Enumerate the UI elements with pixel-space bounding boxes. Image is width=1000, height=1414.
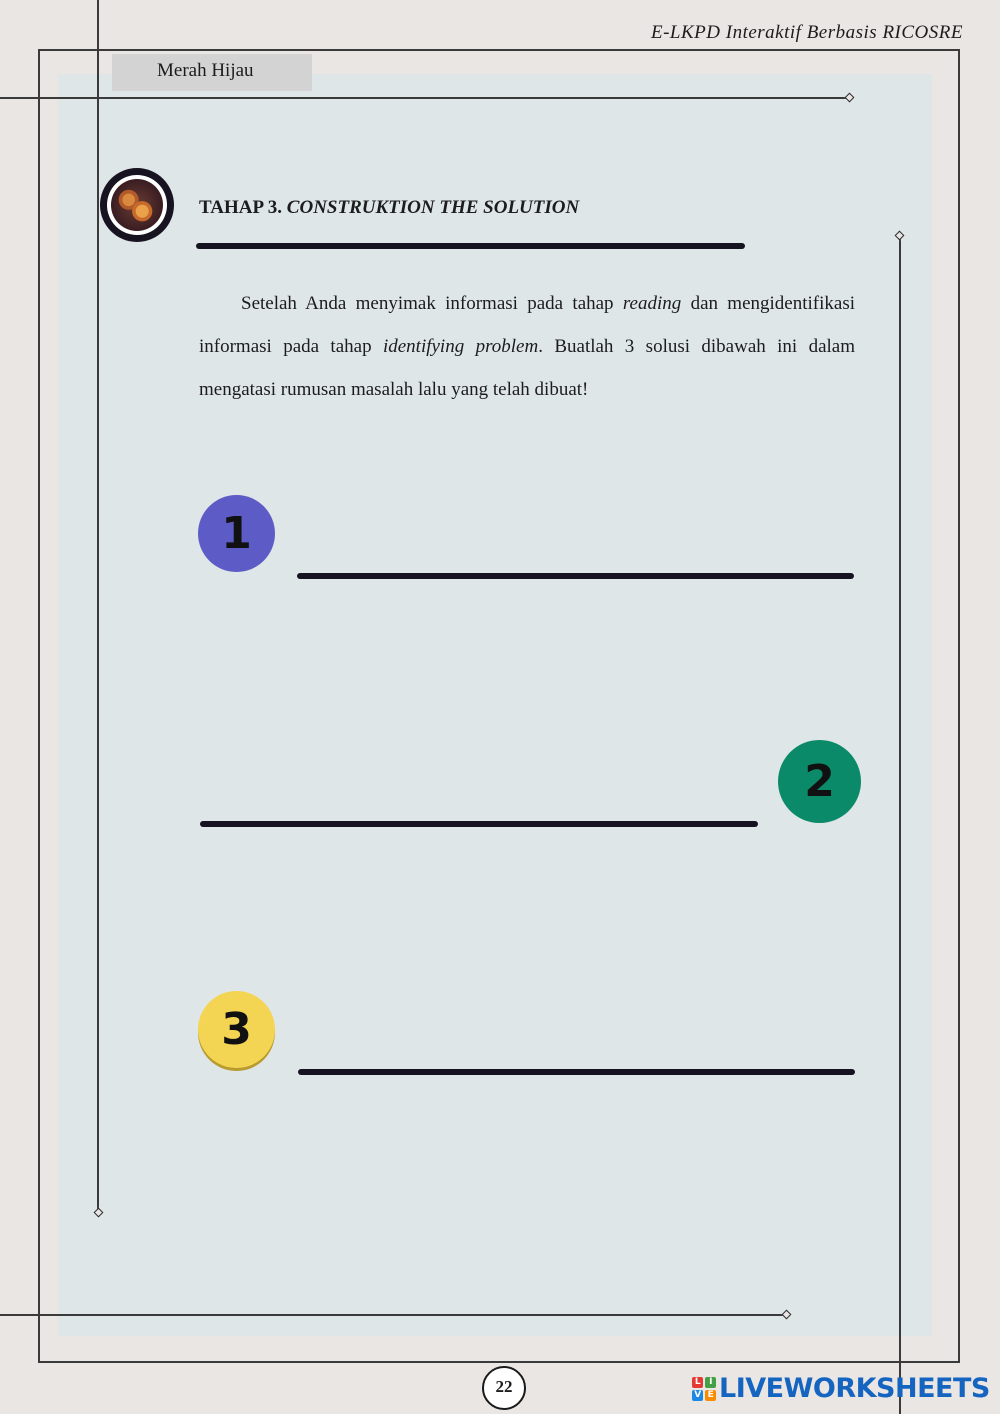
solution-number-3: 3 bbox=[198, 991, 275, 1068]
page-number: 22 bbox=[482, 1366, 526, 1410]
liveworksheets-brand[interactable] bbox=[692, 1373, 990, 1404]
solution-number-1: 1 bbox=[198, 495, 275, 572]
instruction-paragraph: Setelah Anda menyimak informasi pada tahap reading dan mengidentifikasi informasi pada tahap identifying problem. Buatlah 3 solusi dibawah ini dalam mengatasi rumusan masalah lalu yang telah dibuat! bbox=[199, 293, 855, 400]
top-horizontal-rule bbox=[0, 97, 850, 99]
header-title: E-LKPD Interaktif Berbasis RICOSRE bbox=[651, 22, 963, 43]
stage-title-prefix: TAHAP 3. bbox=[199, 197, 287, 218]
stage-title-name: CONSTRUKTION THE SOLUTION bbox=[286, 197, 580, 218]
brand-text: LIVEWORKSHEETS bbox=[719, 1373, 990, 1404]
stage-title bbox=[199, 197, 579, 219]
solution-answer-line-1[interactable] bbox=[297, 573, 854, 579]
stage-image-icon bbox=[100, 168, 174, 242]
bottom-horizontal-rule bbox=[0, 1314, 788, 1316]
solution-answer-line-3[interactable] bbox=[298, 1069, 855, 1075]
liveworksheets-logo-icon: L I V E bbox=[692, 1377, 716, 1401]
topic-tab: Merah Hijau bbox=[112, 54, 312, 91]
title-underline bbox=[196, 243, 745, 249]
solution-answer-line-2[interactable] bbox=[200, 821, 758, 827]
left-vertical-rule bbox=[97, 0, 99, 1214]
solution-number-2: 2 bbox=[778, 740, 861, 823]
right-vertical-rule bbox=[899, 236, 901, 1414]
